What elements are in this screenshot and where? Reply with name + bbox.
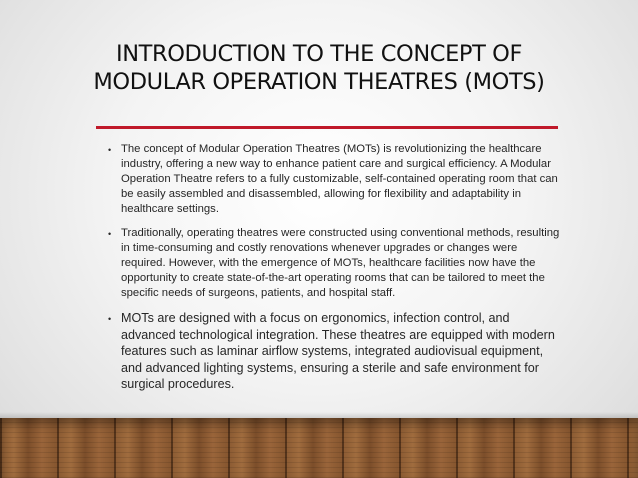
bullet-item <box>108 226 560 301</box>
bullet-list <box>108 142 560 393</box>
bullet-dot-icon: • <box>108 229 112 239</box>
bullet-item <box>108 310 560 393</box>
bullet-text: MOTs are designed with a focus on ergonomics, infection control, and advanced technological integration. These theatres are equipped with modern features such as laminar airflow systems, integrated audiovisual equipment, and advanced lighting systems, ensuring a sterile and safe environment for surgical procedures. <box>121 311 555 392</box>
wooden-floor-decoration <box>0 418 638 478</box>
slide-title-line-2: MODULAR OPERATION THEATRES (MOTS) <box>93 69 545 95</box>
bullet-dot-icon: • <box>108 145 112 155</box>
bullet-text: Traditionally, operating theatres were constructed using conventional methods, resulting in time-consuming and costly renovations whenever upgrades or changes were required. However, with the emergence of MOTs, healthcare facilities now have the opportunity to create state-of-the-art operating rooms that can be tailored to meet the specific needs of surgeons, patients, and hospital staff. <box>121 227 560 299</box>
bullet-dot-icon: • <box>108 314 112 324</box>
bullet-text: The concept of Modular Operation Theatres (MOTs) is revolutionizing the healthcare industry, offering a new way to enhance patient care and surgical efficiency. A Modular Operation Theatre refers to a fully customizable, self-contained operating room that can be easily assembled and disassembled, allowing for flexibility and adaptability in healthcare settings. <box>121 143 558 215</box>
slide-title-line-1: INTRODUCTION TO THE CONCEPT OF <box>115 41 523 67</box>
title-underline-divider <box>96 126 558 129</box>
bullet-item <box>108 142 560 217</box>
slide-title <box>60 40 578 96</box>
